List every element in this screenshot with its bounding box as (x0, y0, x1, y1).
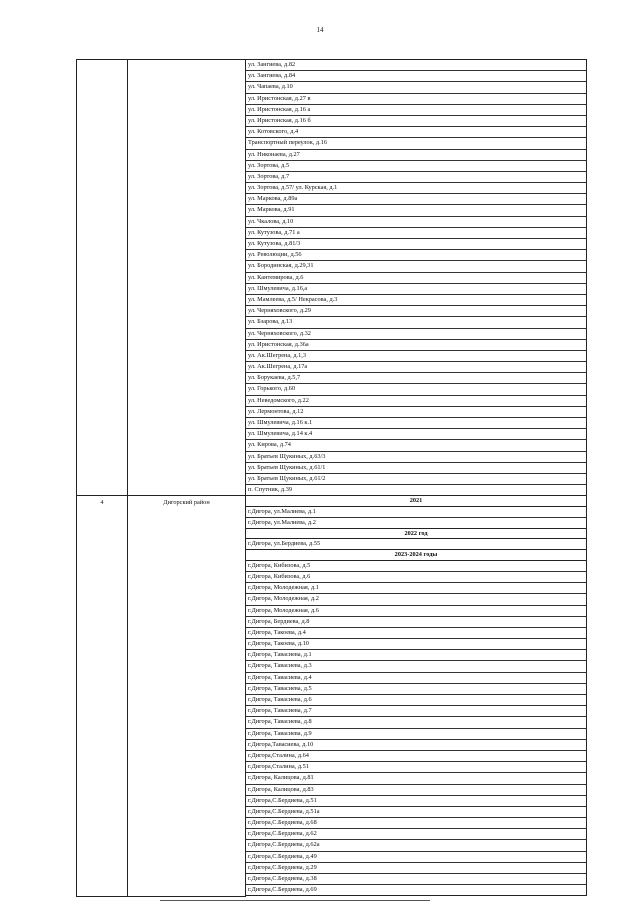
list-item: ул. Бородинская, д.29,31 (246, 261, 586, 272)
address-list (246, 60, 586, 495)
list-item: г.Дигора,С.Бердиева, д.51а (246, 807, 586, 818)
page-number: 14 (316, 26, 324, 34)
list-item: ул. Кирова, д.74 (246, 440, 586, 451)
list-item: г.Дигора,С.Бердиева, д.29 (246, 863, 586, 874)
list-item: ул. Зортова, д.5 (246, 161, 586, 172)
list-item: ул. Иристонская, д.27 в (246, 94, 586, 105)
year-header: 2023-2024 годы (246, 550, 587, 560)
list-item: ул. Лермонтова, д.12 (246, 407, 586, 418)
list-item: г.Дигора,Сталина, д.64 (246, 751, 586, 762)
list-item: ул. Маркова, д.91 (246, 205, 586, 216)
list-item: г.Дигора, Тавасиева, д.9 (246, 729, 586, 740)
list-item: г.Дигора, Молодежная, д.6 (246, 606, 586, 617)
list-item: г.Дигора,С.Бердиева, д.62а (246, 840, 586, 851)
list-item: г.Дигора, Молодежная, д.2 (246, 594, 586, 605)
list-item: ул. Зангиева, д.82 (246, 60, 586, 71)
list-item: г.Дигора,Тавасиева, д.10 (246, 740, 586, 751)
list-item: г.Дигора, ул.Малиева, д.2 (248, 518, 316, 526)
list-item: ул. Черняховского, д.32 (246, 329, 586, 340)
table-row (77, 60, 587, 496)
list-item: п. Спутник, д.39 (248, 486, 293, 494)
list-item: г.Дигора, Тавасиева, д.7 (246, 706, 586, 717)
list-item: ул. Иристонская, д.16 а (246, 105, 586, 116)
list-item: г.Дигора,С.Бердиева, д.68 (246, 818, 586, 829)
list-item: г.Дигора,С.Бердиева, д.51 (246, 796, 586, 807)
list-item: ул. Неведомского, д.22 (246, 396, 586, 407)
address-cell (246, 60, 587, 496)
list-item: ул. Кутузова, д.81/3 (246, 239, 586, 250)
list-item: г.Дигора,С.Бердиева, д.69 (248, 886, 317, 894)
list-item: ул. Котовского, д.4 (246, 127, 586, 138)
list-item: г.Дигора, ул.Малиева, д.1 (246, 507, 586, 518)
spacer (246, 896, 587, 897)
list-item: г.Дигора, Молодежная, д.1 (246, 583, 586, 594)
list-item: ул. Шмулевича, д.16,а (246, 284, 586, 295)
list-item: г.Дигора, Кибизова, д.5 (246, 561, 586, 572)
list-item: ул. Иристонская, д.36а (246, 340, 586, 351)
list-item: ул. Революции, д.56 (246, 250, 586, 261)
list-item: Транспортный переулок, д.16 (246, 138, 586, 149)
list-item: г.Дигора, Калицова, д.83 (246, 785, 586, 796)
list-item: ул. Черняховского, д.29 (246, 306, 586, 317)
list-item: ул. Кутузова, д.71 а (246, 228, 586, 239)
table-row (77, 496, 587, 506)
list-item: ул. Братьев Щукиных, д.61/1 (246, 463, 586, 474)
address-cell (246, 539, 587, 550)
footer-rule (160, 900, 430, 901)
list-item: г.Дигора,Сталина, д.51 (246, 762, 586, 773)
list-item: ул. Шмулевича, д.14 к.4 (246, 429, 586, 440)
list-item: г.Дигора, Тавасиева, д.4 (246, 673, 586, 684)
list-item: г.Дигора,С.Бердиева, д.38 (246, 874, 586, 885)
list-item: ул. Никонаева, д.27 (246, 150, 586, 161)
list-item: ул. Зангиева, д.84 (246, 71, 586, 82)
list-item: г.Дигора,С.Бердиева, д.49 (246, 852, 586, 863)
list-item: ул. Борукаева, д.5,7 (246, 373, 586, 384)
list-item: ул. Чапаева, д.10 (246, 82, 586, 93)
list-item: г.Дигора, Тавасиева, д.5 (246, 684, 586, 695)
list-item: ул. Бзарова, д.13 (246, 317, 586, 328)
list-item: ул. Горького, д.60 (246, 384, 586, 395)
list-item: ул. Зортова, д.57/ ул. Курская, д.1 (246, 183, 586, 194)
list-item: ул. Ак.Шегрена, д.1,3 (246, 351, 586, 362)
address-list (246, 507, 586, 528)
district-cell (128, 60, 246, 496)
list-item: ул. Мамлеева, д.5/ Некрасова, д.3 (246, 295, 586, 306)
list-item: г.Дигора, Бердиева, д.8 (246, 617, 586, 628)
district-number: 4 (77, 496, 128, 897)
list-item: г.Дигора, Тавасиева, д.6 (246, 695, 586, 706)
list-item: г.Дигора, Калицова, д.81 (246, 773, 586, 784)
address-cell (246, 560, 587, 896)
address-cell (246, 506, 587, 528)
list-item: ул. Зортова, д.7 (246, 172, 586, 183)
list-item: г.Дигора, Такоева, д.10 (246, 639, 586, 650)
address-list (246, 561, 586, 896)
number-cell (77, 60, 128, 496)
year-header: 2022 год (246, 528, 587, 538)
list-item: ул. Иристонская, д.16 б (246, 116, 586, 127)
list-item: ул. Ак.Шегрена, д.17а (246, 362, 586, 373)
list-item: ул. Чкалова, д.10 (246, 217, 586, 228)
list-item: г.Дигора, Тавасиева, д.3 (246, 661, 586, 672)
list-item: г.Дигора, Тавасиева, д.1 (246, 650, 586, 661)
list-item: г.Дигора, Тавасиева, д.8 (246, 717, 586, 728)
list-item: г.Дигора, Такоева, д.4 (246, 628, 586, 639)
address-list (246, 539, 586, 549)
list-item: ул. Братьев Щукиных, д.63/3 (246, 452, 586, 463)
list-item: ул. Маркова, д.89а (246, 194, 586, 205)
list-item: ул. Кантемирова, д.6 (246, 273, 586, 284)
list-item: г.Дигора, ул.Бердиева, д.55 (248, 540, 321, 548)
year-header: 2021 (246, 496, 587, 506)
list-item: г.Дигора,С.Бердиева, д.62 (246, 829, 586, 840)
list-item: г.Дигора, Кибизова, д.6 (246, 572, 586, 583)
list-item: ул. Братьев Щукиных, д.61/2 (246, 474, 586, 485)
district-name: Дигорский район (128, 496, 246, 897)
list-item: ул. Шмулевича, д.16 к.1 (246, 418, 586, 429)
address-table (76, 59, 587, 897)
